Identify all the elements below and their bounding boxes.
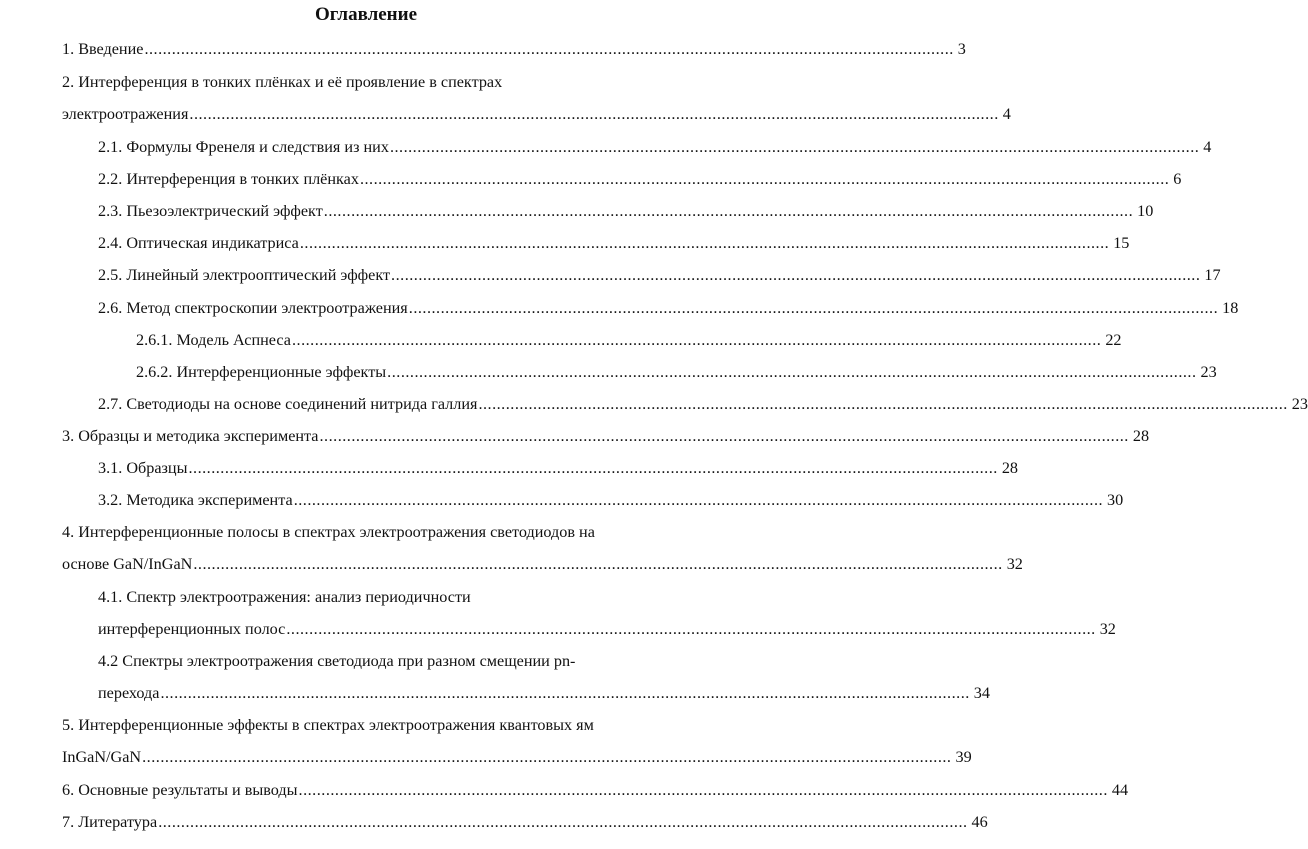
- toc-page-number: 15: [1113, 234, 1130, 252]
- toc-page-number: 32: [1006, 555, 1023, 573]
- page-title: Оглавление: [314, 4, 418, 25]
- toc-entry-4-2: [98, 683, 990, 703]
- toc-entry-text: 2.7. Светодиоды на основе соединений нитрида галлия: [98, 395, 478, 413]
- dot-leader: ..................................................................................................................................................................................: [408, 299, 1219, 317]
- toc-page-number: 32: [1099, 620, 1116, 638]
- toc-entry-text: 6. Основные результаты и выводы: [62, 781, 298, 799]
- toc-entry-text: 2.4. Оптическая индикатриса: [98, 234, 299, 252]
- toc-entry-text: 3.1. Образцы: [98, 459, 188, 477]
- toc-page-number: 18: [1222, 299, 1239, 317]
- toc-entry-text: 7. Литература: [62, 813, 158, 831]
- toc-entry-text: 2.5. Линейный электрооптический эффект: [98, 266, 391, 284]
- toc-page-number: 3: [957, 40, 966, 58]
- dot-leader: ..................................................................................................................................................................................: [188, 459, 998, 477]
- dot-leader: ..................................................................................................................................................................................: [293, 491, 1104, 509]
- dot-leader: ..................................................................................................................................................................................: [142, 748, 952, 766]
- toc-page-number: 4: [1002, 105, 1011, 123]
- toc-page-number: 6: [1173, 170, 1182, 188]
- toc-entry-2-3: [98, 201, 1154, 221]
- toc-entry-2-5: [98, 265, 1221, 285]
- toc-entry-4: [62, 554, 1023, 574]
- toc-entry-2-2: [98, 169, 1182, 189]
- dot-leader: ..................................................................................................................................................................................: [391, 266, 1201, 284]
- toc-entry-text: 2.1. Формулы Френеля и следствия из них: [98, 138, 389, 156]
- dot-leader: ..................................................................................................................................................................................: [323, 202, 1134, 220]
- toc-entry-2-4: [98, 233, 1130, 253]
- toc-entry-text: 2.6.2. Интерференционные эффекты: [136, 363, 387, 381]
- toc-page-number: 4: [1203, 138, 1212, 156]
- toc-entry-text: электроотражения: [62, 105, 189, 123]
- toc-entry-4-2-line1: 4.2 Спектры электроотражения светодиода при разном смещении pn-: [98, 652, 576, 670]
- toc-entry-5-line1: 5. Интерференционные эффекты в спектрах электроотражения квантовых ям: [62, 716, 594, 734]
- toc-entry-text: 2.6. Метод спектроскопии электроотражения: [98, 299, 408, 317]
- toc-entry-text: 2.6.1. Модель Аспнеса: [136, 331, 291, 349]
- toc-entry-3: [62, 426, 1150, 446]
- toc-page-number: 17: [1204, 266, 1221, 284]
- toc-entry-2-6: [98, 298, 1239, 318]
- toc-page-number: 46: [971, 813, 988, 831]
- toc-page-number: 28: [1132, 427, 1150, 445]
- toc-page-number: 23: [1291, 395, 1308, 413]
- toc-page-number: 23: [1200, 363, 1217, 381]
- dot-leader: ..................................................................................................................................................................................: [160, 684, 970, 702]
- toc-page-number: 34: [973, 684, 990, 702]
- toc-entry-2: [62, 104, 1011, 124]
- dot-leader: ..................................................................................................................................................................................: [189, 105, 999, 123]
- toc-page-number: 22: [1105, 331, 1122, 349]
- toc-entry-text: InGaN/GaN: [62, 748, 142, 766]
- toc-entry-5: [62, 747, 972, 767]
- dot-leader: ..................................................................................................................................................................................: [291, 331, 1102, 349]
- toc-entry-text: интерференционных полос: [98, 620, 286, 638]
- toc-entry-1: [62, 39, 966, 59]
- toc-entry-text: 3.2. Методика эксперимента: [98, 491, 293, 509]
- dot-leader: ..................................................................................................................................................................................: [387, 363, 1197, 381]
- toc-entry-6: [62, 780, 1129, 800]
- toc-page-number: 28: [1001, 459, 1018, 477]
- toc-entry-3-2: [98, 490, 1124, 510]
- toc-entry-text: 2.3. Пьезоэлектрический эффект: [98, 202, 323, 220]
- toc-entry-text: перехода: [98, 684, 160, 702]
- dot-leader: ..................................................................................................................................................................................: [144, 40, 954, 58]
- toc-page-number: 44: [1111, 781, 1129, 799]
- dot-leader: ..................................................................................................................................................................................: [193, 555, 1003, 573]
- toc-entry-2-6-2: [136, 362, 1217, 382]
- dot-leader: ..................................................................................................................................................................................: [478, 395, 1288, 413]
- dot-leader: ..................................................................................................................................................................................: [158, 813, 968, 831]
- dot-leader: ..................................................................................................................................................................................: [389, 138, 1200, 156]
- dot-leader: ..................................................................................................................................................................................: [286, 620, 1096, 638]
- dot-leader: ..................................................................................................................................................................................: [359, 170, 1170, 188]
- toc-entry-text: 2.2. Интерференция в тонких плёнках: [98, 170, 359, 188]
- toc-entry-2-7: [98, 394, 1308, 414]
- toc-page-number: 10: [1137, 202, 1154, 220]
- dot-leader: ..................................................................................................................................................................................: [319, 427, 1129, 445]
- toc-entry-text: 1. Введение: [62, 40, 144, 58]
- toc-entry-2-1: [98, 137, 1212, 157]
- toc-entry-text: основе GaN/InGaN: [62, 555, 193, 573]
- dot-leader: ..................................................................................................................................................................................: [299, 234, 1110, 252]
- toc-entry-7: [62, 812, 988, 832]
- toc-entry-2-line1: 2. Интерференция в тонких плёнках и её проявление в спектрах: [62, 73, 503, 91]
- toc-entry-4-1: [98, 619, 1116, 639]
- toc-page-number: 30: [1107, 491, 1124, 509]
- toc-entry-text: 3. Образцы и методика эксперимента: [62, 427, 319, 445]
- toc-entry-4-line1: 4. Интерференционные полосы в спектрах электроотражения светодиодов на: [62, 523, 595, 541]
- toc-entry-3-1: [98, 458, 1018, 478]
- dot-leader: ..................................................................................................................................................................................: [298, 781, 1108, 799]
- toc-entry-2-6-1: [136, 330, 1122, 350]
- toc-entry-4-1-line1: 4.1. Спектр электроотражения: анализ периодичности: [98, 588, 471, 606]
- toc-page-number: 39: [955, 748, 972, 766]
